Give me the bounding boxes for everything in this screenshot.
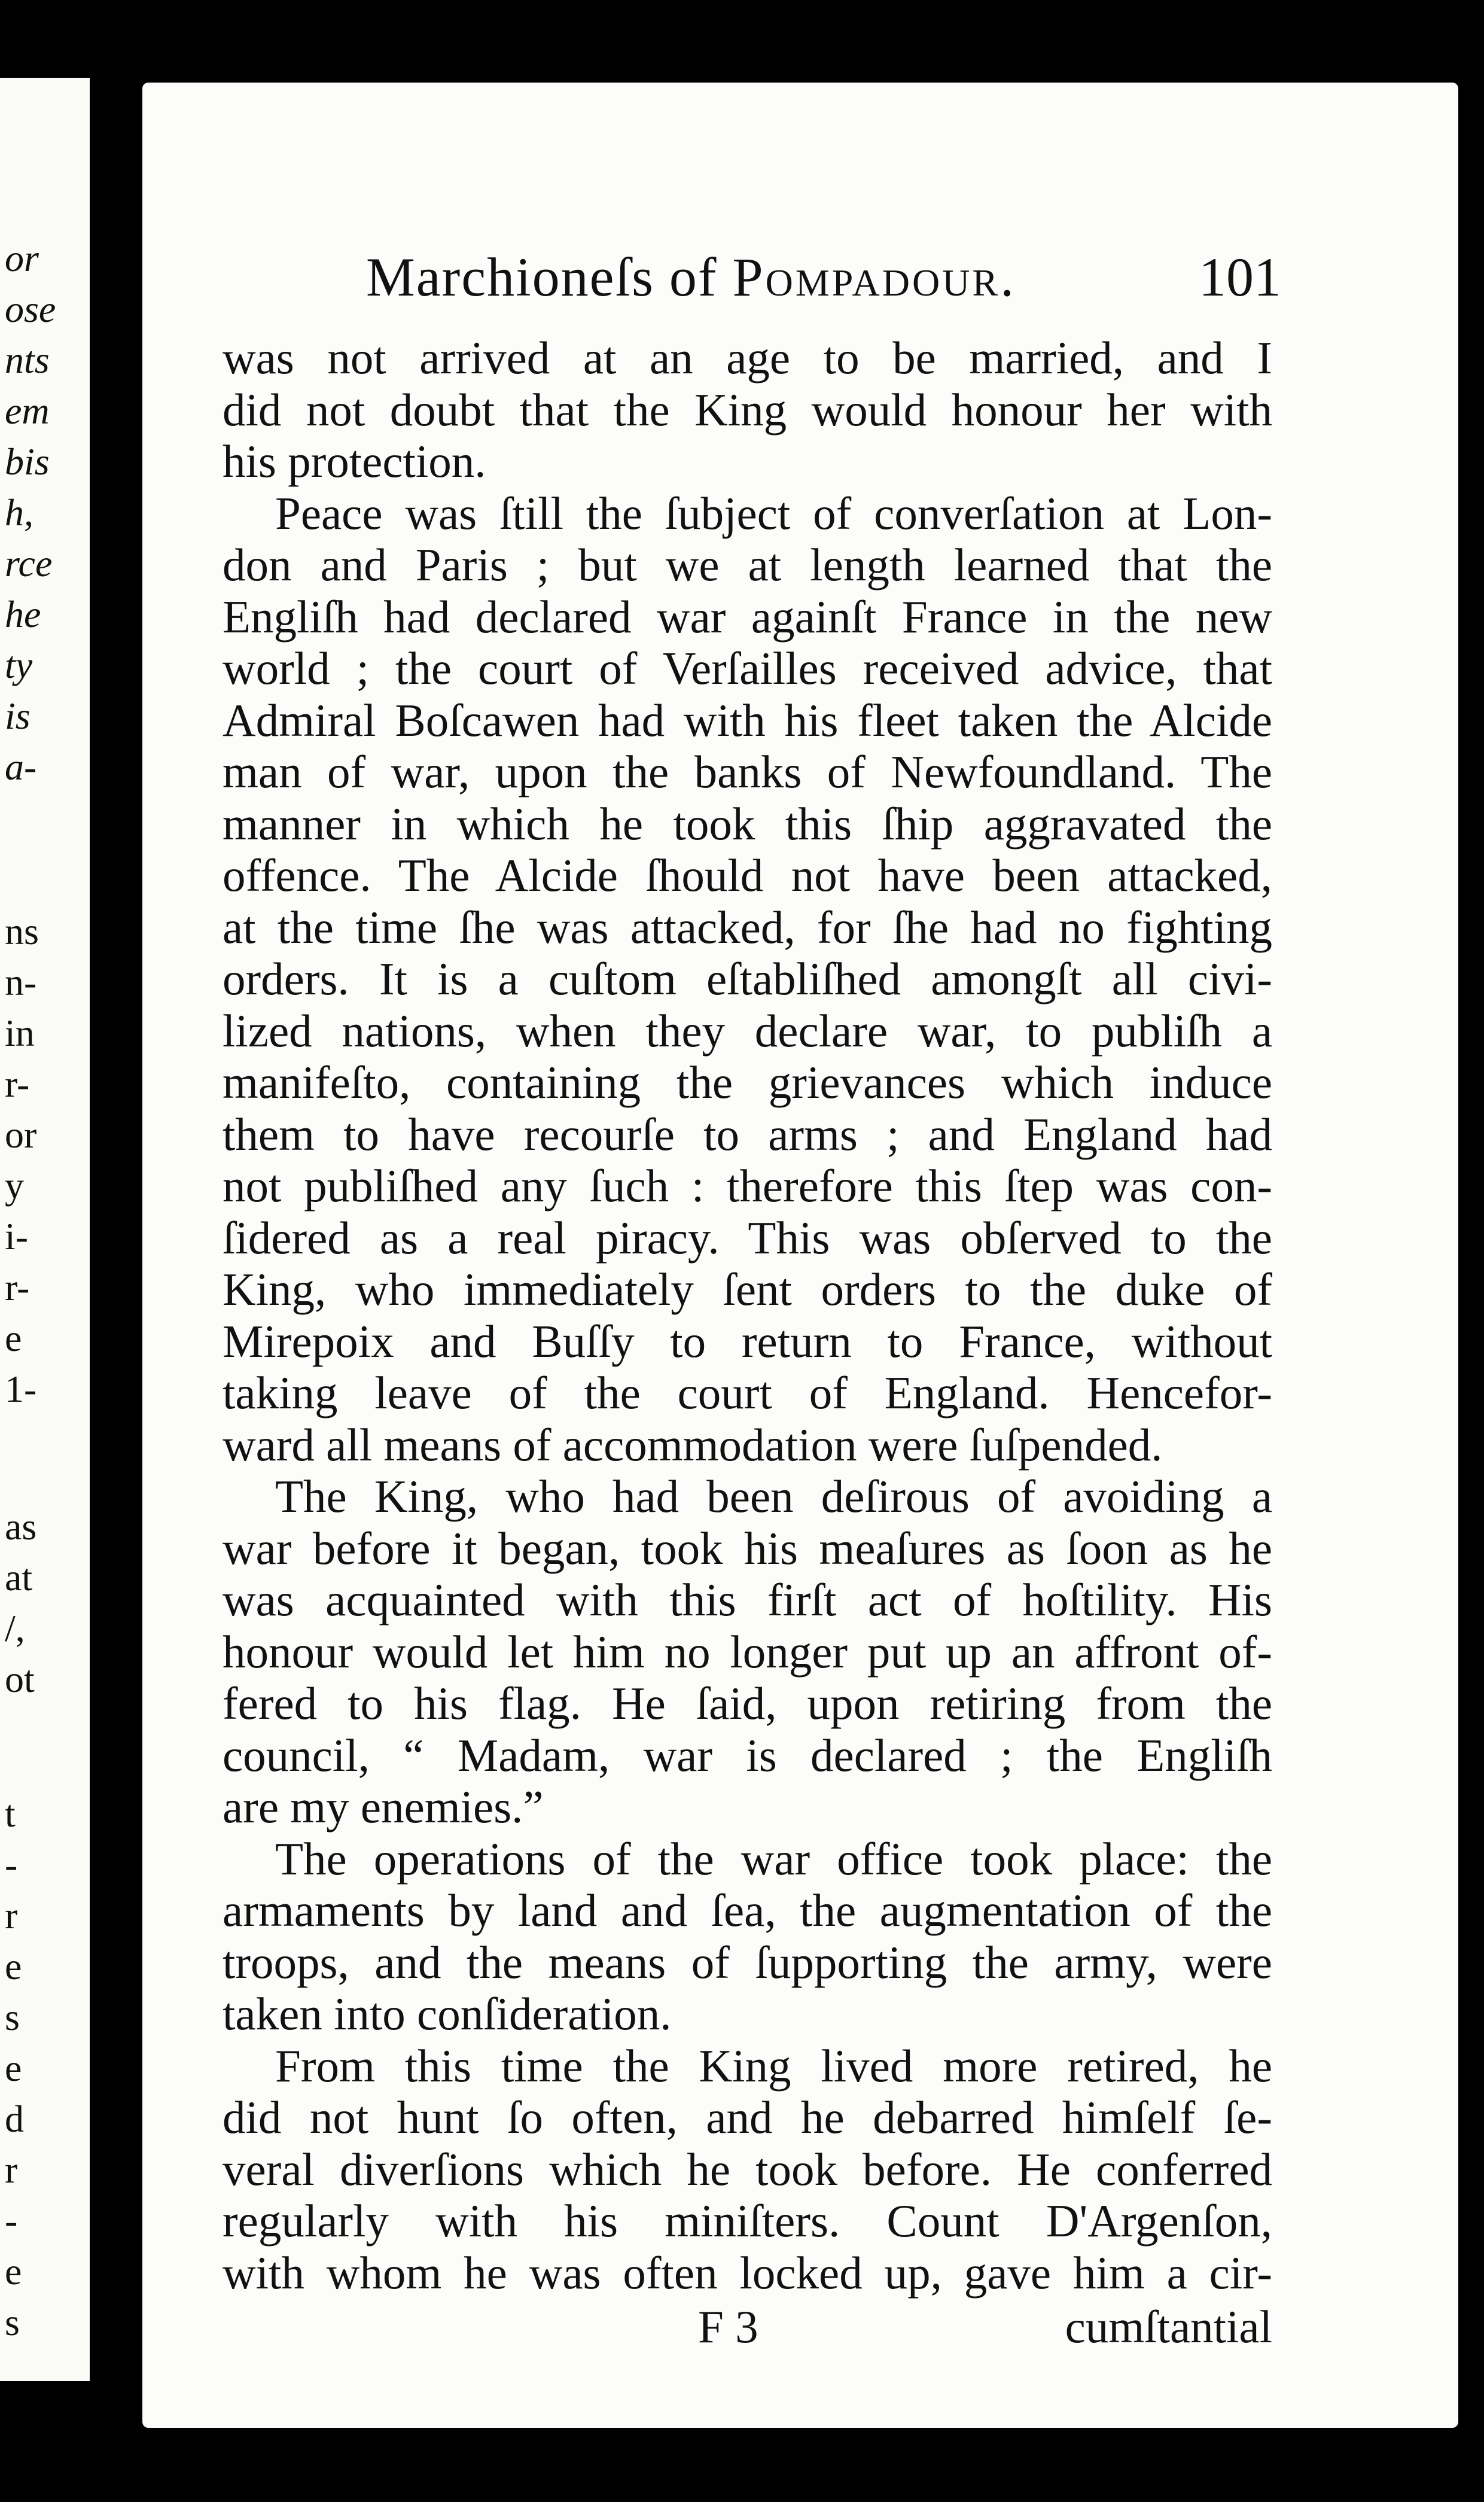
margin-fragment: t	[5, 1792, 16, 1835]
margin-fragment: ty	[5, 644, 33, 686]
running-title-text: Marchioneſs of	[366, 246, 733, 308]
text-line: them to have recourſe to arms ; and England had	[223, 1108, 1272, 1160]
text-line: Admiral Boſcawen had with his fleet taken the Alcide	[223, 694, 1272, 746]
text-line: orders. It is a cuſtom eſtabliſhed amongſt all civi-	[223, 953, 1272, 1005]
margin-fragment: in	[5, 1012, 35, 1054]
margin-fragment: d	[5, 2098, 24, 2140]
text-line: don and Paris ; but we at length learned that the	[223, 539, 1272, 591]
margin-fragment: e	[5, 2047, 22, 2089]
text-line: world ; the court of Verſailles received advice, that	[223, 643, 1272, 694]
page-footer	[223, 2300, 1272, 2360]
margin-fragment: he	[5, 593, 41, 635]
margin-fragment: as	[5, 1505, 37, 1548]
text-line: lized nations, when they declare war, to publiſh a	[223, 1005, 1272, 1057]
margin-fragment: i-	[5, 1215, 29, 1258]
margin-fragment: y	[5, 1164, 24, 1207]
text-line: manner in which he took this ſhip aggravated the	[223, 798, 1272, 850]
text-line: honour would let him no longer put up an affront of-	[223, 1626, 1272, 1678]
margin-fragment: or	[5, 1113, 37, 1156]
text-line: not publiſhed any ſuch : therefore this ſtep was con-	[223, 1160, 1272, 1212]
body-text	[223, 332, 1272, 2299]
text-line: The operations of the war office took place: the	[275, 1833, 1272, 1885]
previous-page-edge	[0, 78, 90, 2381]
text-line: King, who immediately ſent orders to the duke of	[223, 1264, 1272, 1315]
margin-fragment: -	[5, 2199, 18, 2242]
margin-fragment: /,	[5, 1607, 25, 1649]
text-line: From this time the King lived more retired, he	[275, 2040, 1272, 2092]
margin-fragment: ot	[5, 1658, 35, 1700]
text-line: regularly with his miniſters. Count D'Argenſon,	[223, 2195, 1272, 2247]
running-header	[223, 245, 1299, 311]
scan-background	[0, 0, 142, 2502]
text-line: manifeſto, containing the grievances which induce	[223, 1057, 1272, 1108]
margin-fragment: -	[5, 1843, 18, 1886]
text-line: armaments by land and ſea, the augmentation of the	[223, 1885, 1272, 1936]
text-line: at the time ſhe was attacked, for ſhe had no fighting	[223, 901, 1272, 953]
margin-fragment: nts	[5, 339, 50, 381]
text-line: his protection.	[223, 436, 486, 487]
margin-fragment: s	[5, 2301, 20, 2343]
margin-fragment: h,	[5, 491, 33, 534]
text-line: taken into conſideration.	[223, 1988, 672, 2040]
margin-fragment: r-	[5, 1063, 30, 1105]
text-line: Peace was ſtill the ſubject of converſation at Lon-	[275, 487, 1272, 539]
margin-fragment: n-	[5, 961, 37, 1003]
margin-fragment: ose	[5, 288, 56, 330]
margin-fragment: ns	[5, 910, 39, 952]
text-line: did not hunt ſo often, and he debarred himſelf ſe-	[223, 2092, 1272, 2143]
text-line: The King, who had been deſirous of avoiding a	[275, 1471, 1272, 1522]
page-number: 101	[1199, 246, 1281, 308]
margin-fragment: e	[5, 2250, 22, 2293]
margin-fragment: is	[5, 695, 31, 737]
margin-fragment: s	[5, 1996, 20, 2038]
text-line: war before it began, took his meaſures as ſoon as he	[223, 1522, 1272, 1574]
margin-fragment: rce	[5, 542, 53, 585]
running-title-name: Pompadour.	[732, 246, 1017, 308]
margin-fragment: em	[5, 389, 50, 432]
text-line: did not doubt that the King would honour her with	[223, 383, 1272, 436]
text-line: fered to his flag. He ſaid, upon retiring from the	[223, 1678, 1272, 1729]
margin-fragment: or	[5, 237, 39, 279]
text-line: offence. The Alcide ſhould not have been attacked,	[223, 850, 1272, 901]
text-line: Mirepoix and Buſſy to return to France, without	[223, 1315, 1272, 1367]
margin-fragment: r	[5, 1894, 18, 1937]
margin-fragment: r-	[5, 1266, 30, 1308]
text-line: troops, and the means of ſupporting the army, were	[223, 1936, 1272, 1988]
text-line: was acquainted with this firſt act of hoſtility. His	[223, 1574, 1272, 1626]
margin-fragment: bis	[5, 440, 50, 483]
text-line: are my enemies.”	[223, 1781, 544, 1833]
text-line: was not arrived at an age to be married, and I	[223, 332, 1272, 383]
margin-fragment: a-	[5, 745, 37, 788]
margin-fragment: at	[5, 1556, 33, 1599]
catchword: cumſtantial	[1065, 2301, 1272, 2352]
margin-fragment: e	[5, 1945, 22, 1987]
margin-fragment: r	[5, 2148, 18, 2191]
text-line: with whom he was often locked up, gave him a cir-	[223, 2247, 1272, 2299]
text-line: council, “ Madam, war is declared ; the Engliſh	[223, 1729, 1272, 1781]
margin-fragment: 1-	[5, 1368, 37, 1410]
text-line: ward all means of accommodation were ſuſpended.	[223, 1419, 1163, 1471]
text-line: taking leave of the court of England. Hencefor-	[223, 1367, 1272, 1419]
text-line: man of war, upon the banks of Newfoundland. The	[223, 746, 1272, 798]
running-title	[366, 245, 1016, 309]
margin-fragment: e	[5, 1317, 22, 1359]
text-line: Engliſh had declared war againſt France in the new	[223, 591, 1272, 643]
signature-mark: F 3	[698, 2301, 758, 2352]
text-line: ſidered as a real piracy. This was obſerved to the	[223, 1212, 1272, 1264]
text-line: veral diverſions which he took before. He conferred	[223, 2143, 1272, 2195]
